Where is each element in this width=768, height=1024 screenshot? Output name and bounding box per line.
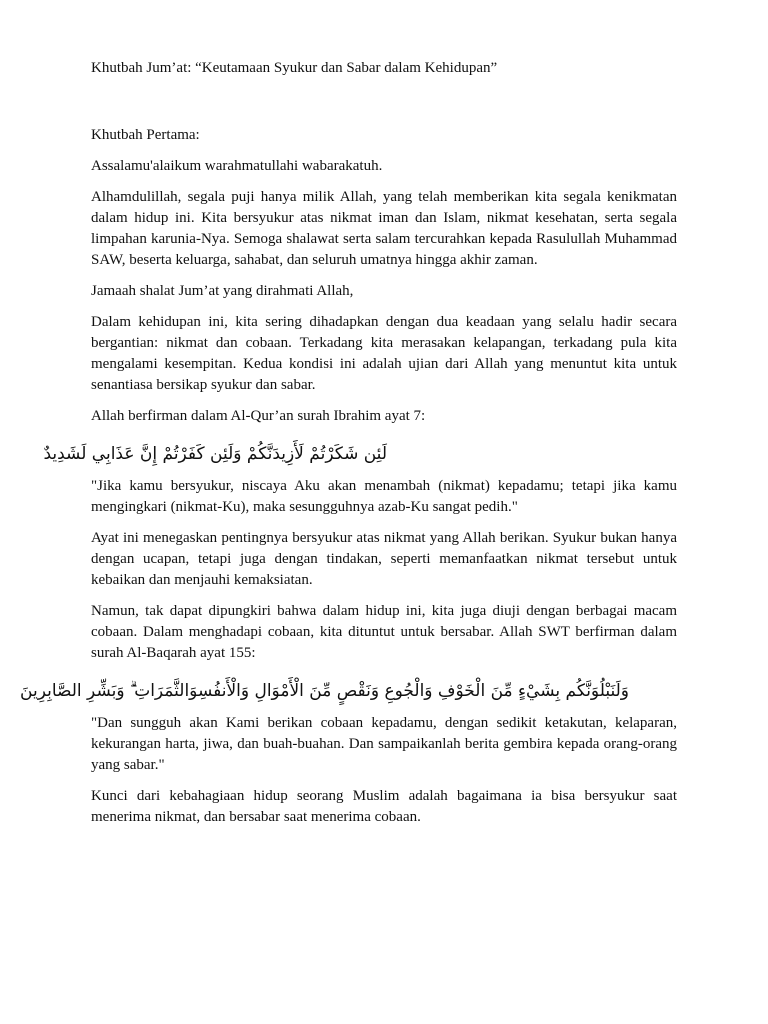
closing-paragraph: Kunci dari kebahagiaan hidup seorang Muslim adalah bagaimana ia bisa bersyukur saat menerima nikmat, dan bersabar saat menerima cobaan.: [91, 788, 677, 825]
greeting-paragraph: Assalamu'alaikum warahmatullahi wabarakatuh.: [91, 158, 383, 174]
address-paragraph: Jamaah shalat Jum’at yang dirahmati Allah,: [91, 283, 354, 299]
gratitude-explanation-paragraph: Ayat ini menegaskan pentingnya bersyukur atas nikmat yang Allah berikan. Syukur bukan hanya dengan ucapan, tetapi juga dengan tindakan, seperti memanfaatkan nikmat tersebut untuk kebaikan dan menjauhi kemaksiatan.: [91, 530, 677, 588]
trial-intro-paragraph: Namun, tak dapat dipungkiri bahwa dalam hidup ini, kita juga diuji dengan berbagai macam cobaan. Dalam menghadapi cobaan, kita dituntut untuk bersabar. Allah SWT berfirman dalam surah Al-Baqarah ayat 155:: [91, 603, 677, 661]
opening-paragraph: Alhamdulillah, segala puji hanya milik Allah, yang telah memberikan kita segala kenikmatan dalam hidup ini. Kita bersyukur atas nikmat iman dan Islam, nikmat kesehatan, serta segala limpahan karunia-Nya. Semoga shalawat serta salam tercurahkan kepada Rasulullah Muhammad SAW, beserta keluarga, sahabat, dan seluruh umatnya hingga akhir zaman.: [91, 189, 677, 268]
section-heading: Khutbah Pertama:: [91, 127, 200, 143]
verse-intro-paragraph: Allah berfirman dalam Al-Qur’an surah Ibrahim ayat 7:: [91, 408, 426, 424]
verse-2-translation: "Dan sungguh akan Kami berikan cobaan kepadamu, dengan sedikit ketakutan, kelaparan, kekurangan harta, jiwa, dan buah-buahan. Dan sampaikanlah berita gembira kepada orang-orang yang sabar.": [91, 715, 677, 773]
life-conditions-paragraph: Dalam kehidupan ini, kita sering dihadapkan dengan dua keadaan yang selalu hadir secara bergantian: nikmat dan cobaan. Terkadang kita merasakan kelapangan, terkadang pula kita mengalami kesempitan. Kedua kondisi ini adalah ujian dari Allah yang menuntut kita untuk senantiasa bersikap syukur dan sabar.: [91, 314, 677, 393]
document-content: [20, 125, 677, 838]
document-title: Khutbah Jum’at: “Keutamaan Syukur dan Sabar dalam Kehidupan”: [91, 60, 498, 76]
arabic-verse-ibrahim-7: لَئِن شَكَرْتُمْ لَأَزِيدَنَّكُمْ وَلَئِن كَفَرْتُمْ إِنَّ عَذَابِي لَشَدِيدٌ: [43, 444, 387, 464]
arabic-verse-al-baqarah-155: وَلَنَبْلُوَنَّكُم بِشَيْءٍ مِّنَ الْخَوْفِ وَالْجُوعِ وَنَقْصٍ مِّنَ الْأَمْوَالِ وَالْأَنفُسِوَالثَّمَرَاتِ ۗ وَبَشِّرِ الصَّابِرِينَ: [20, 681, 629, 701]
verse-1-translation: "Jika kamu bersyukur, niscaya Aku akan menambah (nikmat) kepadamu; tetapi jika kamu mengingkari (nikmat-Ku), maka sesungguhnya azab-Ku sangat pedih.": [91, 478, 677, 515]
